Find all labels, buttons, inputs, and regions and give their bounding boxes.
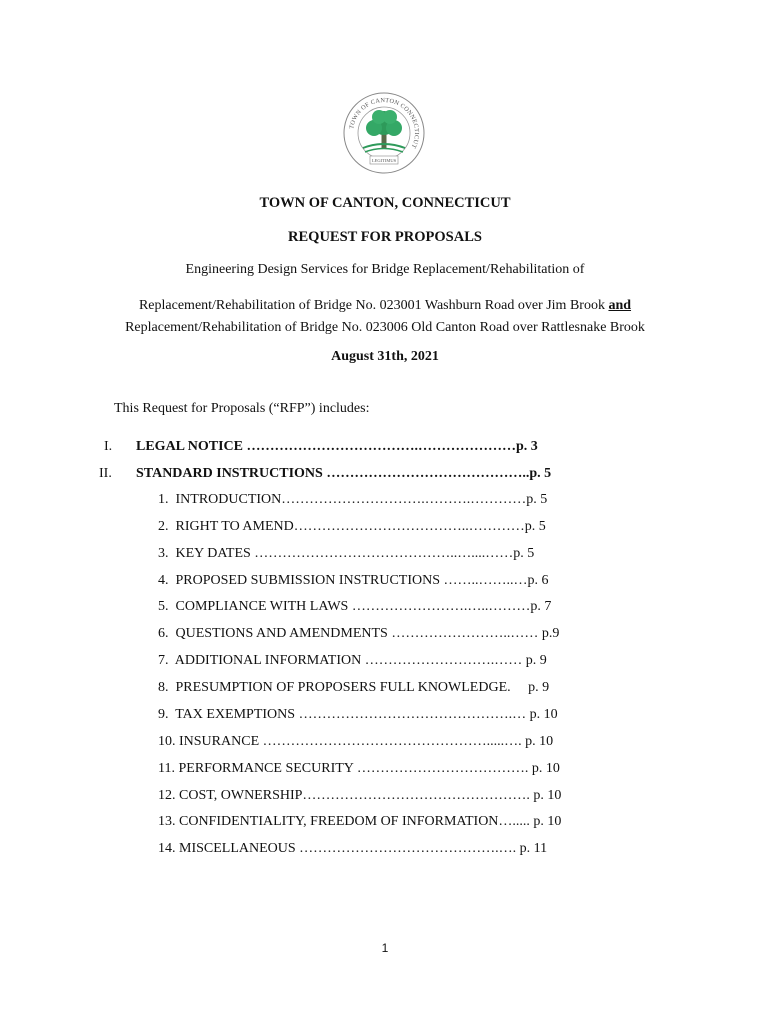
svg-text:TOWN OF CANTON CONNECTICUT: TOWN OF CANTON CONNECTICUT bbox=[348, 96, 421, 150]
bridge-line-2: Replacement/Rehabilitation of Bridge No. 023006 Old Canton Road over Rattlesnake Brook bbox=[125, 320, 645, 335]
toc-item: 4. PROPOSED SUBMISSION INSTRUCTIONS ……..……..…p. 6 bbox=[158, 573, 549, 588]
toc-item: 10. INSURANCE ………………………………………….....…. p. 10 bbox=[158, 734, 554, 749]
toc-item: 14. MISCELLANEOUS …………………………………….…. p. 11 bbox=[158, 841, 548, 856]
toc-item: 3. KEY DATES ……………………………………..…....……p. 5 bbox=[158, 546, 535, 561]
intro-text: This Request for Proposals (“RFP”) includes: bbox=[114, 401, 370, 416]
section-number: II. bbox=[99, 466, 112, 481]
toc-item: 1. INTRODUCTION………………………….……….…………p. 5 bbox=[158, 492, 548, 507]
town-title: TOWN OF CANTON, CONNECTICUT bbox=[259, 195, 511, 211]
svg-text:LEGITIMUS: LEGITIMUS bbox=[371, 158, 397, 163]
section-title: STANDARD INSTRUCTIONS ……………………………………..p. 5 bbox=[136, 466, 552, 481]
section-title: LEGAL NOTICE ……………………………….…………………p. 3 bbox=[136, 439, 538, 454]
toc-item: 9. TAX EXEMPTIONS ……………………………………….… p. 10 bbox=[158, 707, 558, 722]
toc-item: 8. PRESUMPTION OF PROPOSERS FULL KNOWLEDGE. p. 9 bbox=[158, 680, 550, 695]
project-subtitle: Engineering Design Services for Bridge Replacement/Rehabilitation of bbox=[185, 262, 585, 277]
bridge-line-1 bbox=[0, 295, 770, 317]
toc-item: 6. QUESTIONS AND AMENDMENTS ……………………..…… p.9 bbox=[158, 626, 560, 641]
and-conjunction: and bbox=[608, 298, 632, 313]
page-number: 1 bbox=[381, 941, 389, 955]
toc-item: 12. COST, OWNERSHIP…………………………………………. p. 10 bbox=[158, 788, 562, 803]
document-type-title: REQUEST FOR PROPOSALS bbox=[288, 229, 482, 245]
toc-item: 11. PERFORMANCE SECURITY ………………………………. p. 10 bbox=[158, 761, 560, 776]
toc-item: 5. COMPLIANCE WITH LAWS …………………….…..………p. 7 bbox=[158, 599, 552, 614]
town-seal-logo bbox=[343, 92, 425, 174]
toc-item: 2. RIGHT TO AMEND………………………………..…………p. 5 bbox=[158, 519, 546, 534]
bridge-description bbox=[0, 295, 770, 339]
toc-item: 7. ADDITIONAL INFORMATION ……………………….…… p. 9 bbox=[158, 653, 547, 668]
section-number: I. bbox=[104, 439, 113, 454]
bridge-line-1-text: Replacement/Rehabilitation of Bridge No. 023001 Washburn Road over Jim Brook bbox=[138, 298, 605, 313]
document-date: August 31th, 2021 bbox=[331, 349, 439, 364]
toc-item: 13. CONFIDENTIALITY, FREEDOM OF INFORMATION…..... p. 10 bbox=[158, 814, 562, 829]
